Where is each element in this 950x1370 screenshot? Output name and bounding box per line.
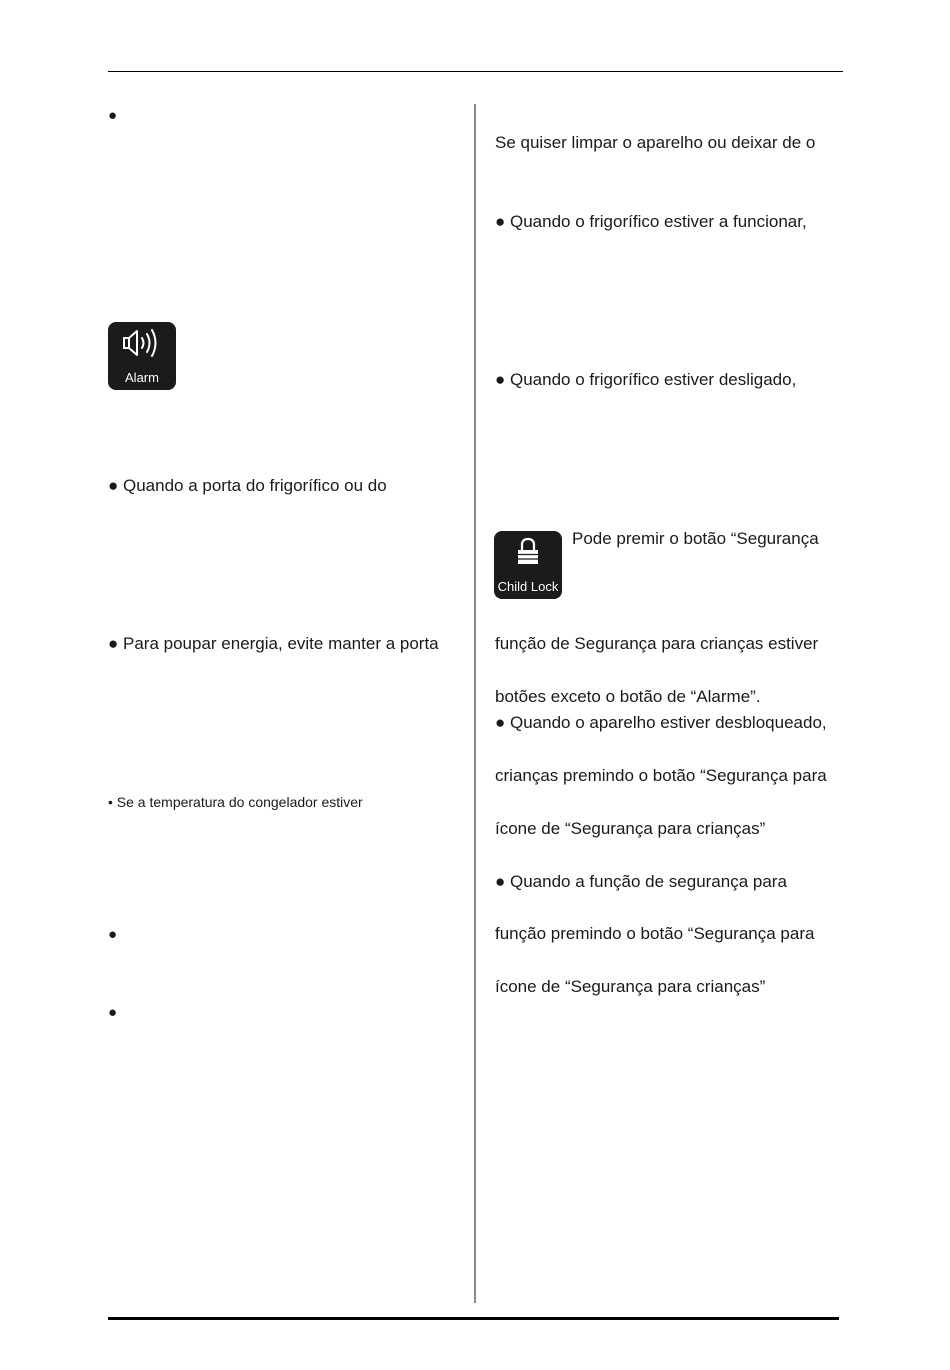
footer-rule bbox=[108, 1317, 839, 1320]
child-lock-button[interactable] bbox=[494, 531, 562, 599]
paragraph-door-open: ● Quando a porta do frigorífico ou do bbox=[108, 476, 387, 495]
paragraph-unlocked: ● Quando o aparelho estiver desbloqueado, bbox=[495, 713, 827, 732]
child-lock-button-label: Child Lock bbox=[497, 579, 559, 594]
bullet-marker: ● bbox=[108, 107, 118, 124]
bullet-marker: ● bbox=[108, 926, 118, 943]
column-divider bbox=[474, 104, 476, 1303]
paragraph-icon-line: ícone de “Segurança para crianças” bbox=[495, 977, 766, 996]
paragraph-running: ● Quando o frigorífico estiver a funcionar, bbox=[495, 212, 807, 231]
note-freezer-temperature: • Se a temperatura do congelador estiver bbox=[108, 794, 363, 810]
paragraph-function-lock: ● Quando a função de segurança para bbox=[495, 872, 787, 891]
padlock-icon bbox=[494, 531, 562, 581]
header-rule bbox=[108, 71, 843, 72]
alarm-button[interactable] bbox=[108, 322, 176, 390]
alarm-button-label: Alarm bbox=[125, 370, 159, 385]
paragraph-icon-line: ícone de “Segurança para crianças” bbox=[495, 819, 766, 838]
paragraph-function-press: função premindo o botão “Segurança para bbox=[495, 924, 815, 943]
bullet-marker: ● bbox=[108, 1004, 118, 1021]
paragraph-off: ● Quando o frigorífico estiver desligado, bbox=[495, 370, 797, 389]
paragraph-buttons-except: botões exceto o botão de “Alarme”. bbox=[495, 687, 761, 706]
paragraph-function-active: função de Segurança para crianças estiver bbox=[495, 634, 819, 653]
paragraph-child-lock: Pode premir o botão “Segurança bbox=[572, 529, 819, 548]
speaker-icon bbox=[108, 322, 176, 372]
paragraph-children-press: crianças premindo o botão “Segurança para bbox=[495, 766, 827, 785]
paragraph-cleaning: Se quiser limpar o aparelho ou deixar de o bbox=[495, 133, 816, 152]
paragraph-energy: ● Para poupar energia, evite manter a porta bbox=[108, 634, 439, 653]
